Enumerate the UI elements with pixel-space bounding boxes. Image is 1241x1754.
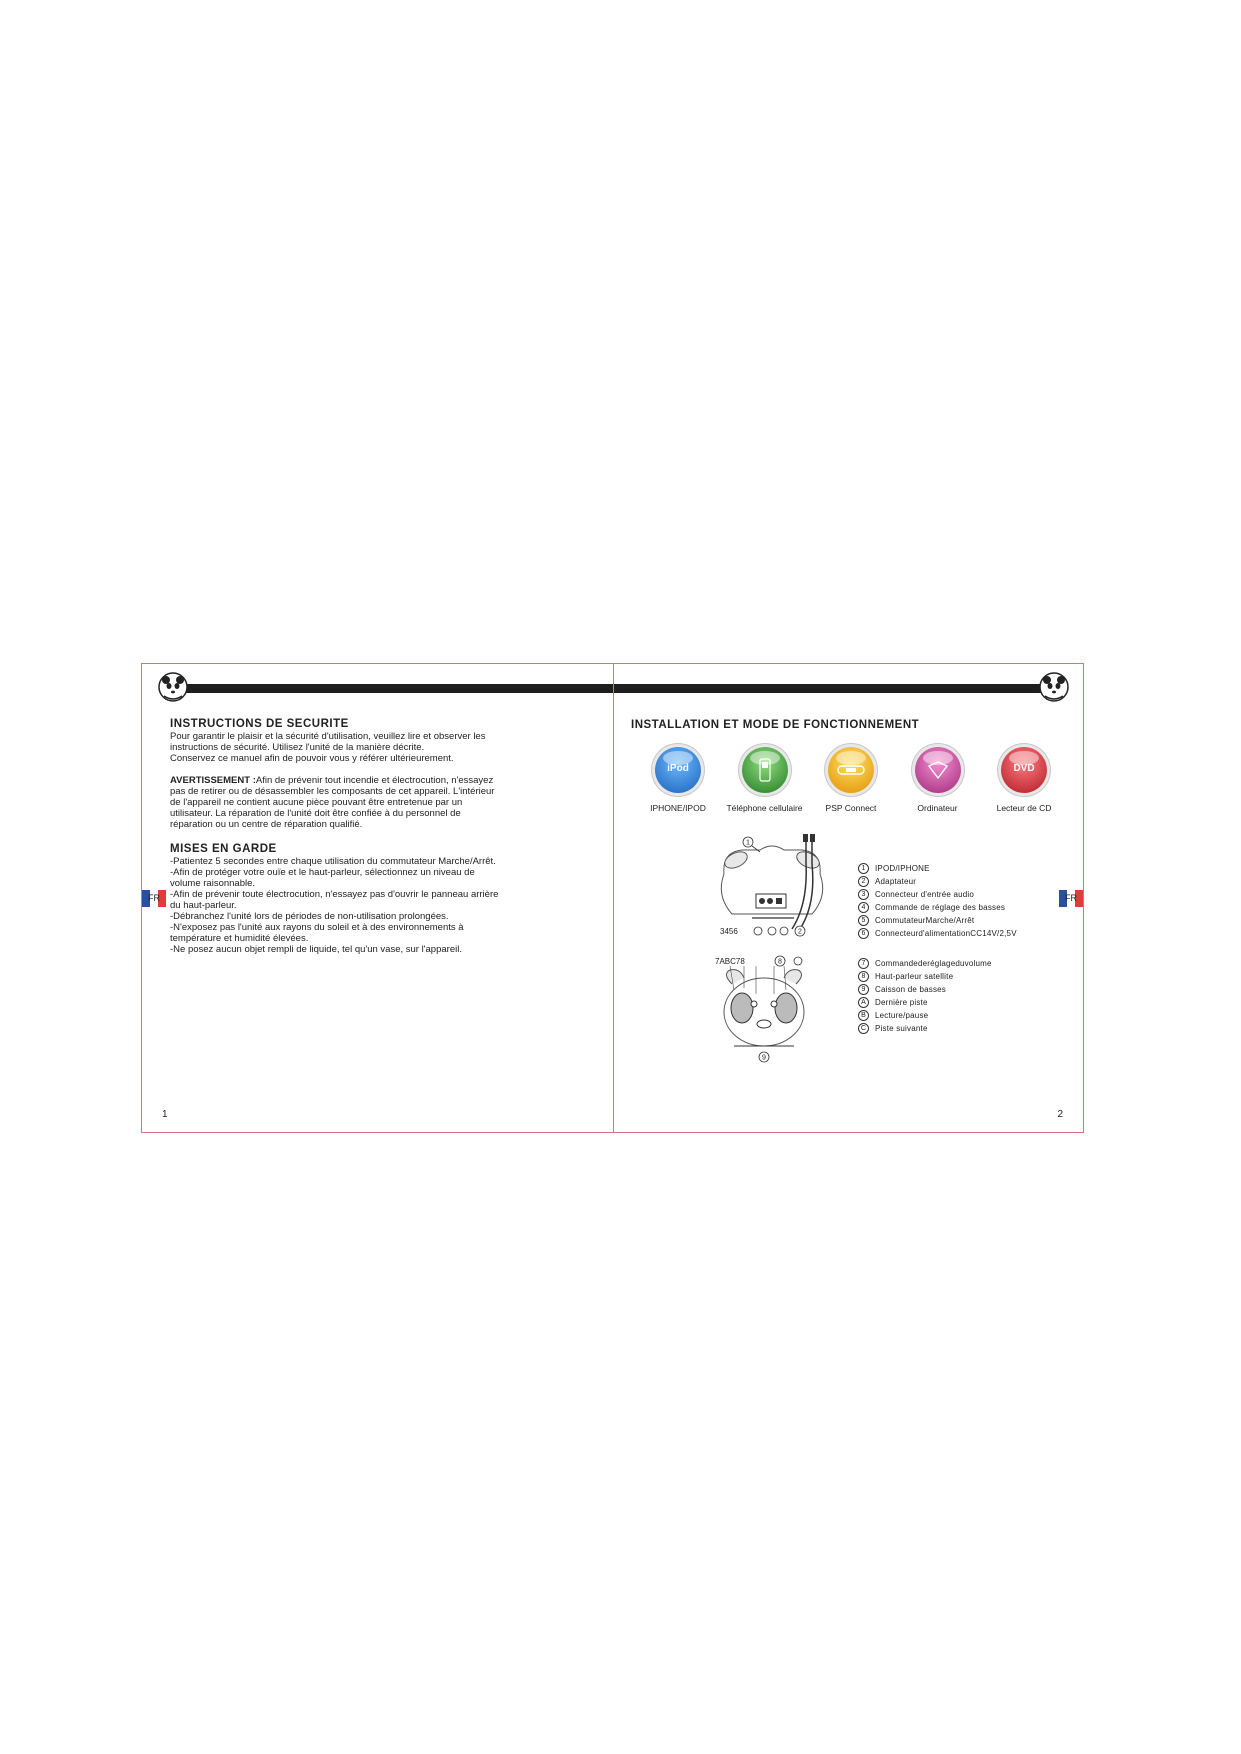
flag-label: FR xyxy=(1065,893,1077,903)
psp-icon xyxy=(828,747,874,793)
caution-line: -Patientez 5 secondes entre chaque utilisation du commutateur Marche/Arrêt. xyxy=(170,856,496,867)
caution-line: volume raisonnable. xyxy=(170,878,256,889)
safety-line: Conservez ce manuel afin de pouvoir vous y référer ultérieurement. xyxy=(170,753,454,764)
device-label: IPHONE/IPOD xyxy=(650,803,706,813)
left-page xyxy=(141,663,614,1133)
callout-label: 7ABC78 xyxy=(715,957,745,966)
callout-label: 1 xyxy=(746,839,750,847)
warning-line: AVERTISSEMENT :Afin de prévenir tout incendie et électrocution, n'essayez xyxy=(170,775,494,786)
device-item-psp xyxy=(809,747,893,813)
callout-label: 9 xyxy=(762,1054,766,1062)
legend-row: 9 Caisson de basses xyxy=(858,983,992,996)
legend-row: 5 CommutateurMarche/Arrêt xyxy=(858,914,1017,927)
legend-row: 4 Commande de réglage des basses xyxy=(858,901,1017,914)
dvd-icon: DVD xyxy=(1001,747,1047,793)
device-icons xyxy=(636,747,1066,813)
warning-label: AVERTISSEMENT : xyxy=(170,775,256,786)
legend-row: 1 IPOD/IPHONE xyxy=(858,862,1017,875)
legend-bottom xyxy=(858,957,992,1035)
device-label: Ordinateur xyxy=(917,803,958,813)
device-item-phone xyxy=(723,747,807,813)
panda-logo-icon xyxy=(158,672,188,702)
callout-label: 8 xyxy=(778,958,782,966)
warning-line: utilisateur. La réparation de l'unité doit être confiée à du personnel de xyxy=(170,808,461,819)
device-label: Lecteur de CD xyxy=(996,803,1052,813)
callout-label: 2 xyxy=(798,928,802,936)
header-bar xyxy=(178,684,613,693)
legend-row: 6 Connecteurd'alimentationCC14V/2,5V xyxy=(858,927,1017,940)
callout-label: 3456 xyxy=(720,927,738,936)
caution-line: du haut-parleur. xyxy=(170,900,237,911)
legend-row: C Piste suivante xyxy=(858,1022,992,1035)
device-label: Téléphone cellulaire xyxy=(726,803,803,813)
cautions-title: MISES EN GARDE xyxy=(170,843,277,855)
legend-row: A Dernière piste xyxy=(858,996,992,1009)
french-flag xyxy=(142,890,166,907)
panda-logo-icon xyxy=(1039,672,1069,702)
installation-title: INSTALLATION ET MODE DE FONCTIONNEMENT xyxy=(631,719,920,731)
legend-row: 8 Haut-parleur satellite xyxy=(858,970,992,983)
legend-row: 2 Adaptateur xyxy=(858,875,1017,888)
device-item-ipod xyxy=(636,747,720,813)
device-label: PSP Connect xyxy=(825,803,877,813)
right-page xyxy=(613,663,1084,1133)
safety-title: INSTRUCTIONS DE SECURITE xyxy=(170,718,349,730)
phone-icon xyxy=(742,747,788,793)
caution-line: -N'exposez pas l'unité aux rayons du soleil et à des environnements à xyxy=(170,922,464,933)
ipod-icon: iPod xyxy=(655,747,701,793)
legend-top xyxy=(858,862,1017,940)
french-flag xyxy=(1059,890,1083,907)
speaker-front-diagram xyxy=(714,954,814,1064)
speaker-connection-diagram xyxy=(712,834,832,944)
legend-row: B Lecture/pause xyxy=(858,1009,992,1022)
warning-line: pas de retirer ou de désassembler les composants de cet appareil. L'intérieur xyxy=(170,786,495,797)
safety-line: instructions de sécurité. Utilisez l'unité de la manière décrite. xyxy=(170,742,425,753)
left-content xyxy=(170,718,550,955)
page-number: 1 xyxy=(162,1109,168,1120)
page-number: 2 xyxy=(1057,1109,1063,1120)
legend-row: 7 Commandederéglageduvolume xyxy=(858,957,992,970)
header-bar xyxy=(614,684,1047,693)
legend-row: 3 Connecteur d'entrée audio xyxy=(858,888,1017,901)
caution-line: -Ne posez aucun objet rempli de liquide, tel qu'un vase, sur l'appareil. xyxy=(170,944,462,955)
flag-label: FR xyxy=(148,893,160,903)
safety-line: Pour garantir le plaisir et la sécurité d'utilisation, veuillez lire et observer les xyxy=(170,731,486,742)
caution-line: -Débranchez l'unité lors de périodes de non-utilisation prolongées. xyxy=(170,911,449,922)
caution-line: -Afin de prévenir toute électrocution, n'essayez pas d'ouvrir le panneau arrière xyxy=(170,889,499,900)
warning-line: réparation ou un centre de réparation qualifié. xyxy=(170,819,363,830)
warning-line: de l'appareil ne contient aucune pièce pouvant être entretenue par un xyxy=(170,797,463,808)
caution-line: température et humidité élevées. xyxy=(170,933,309,944)
device-item-computer xyxy=(896,747,980,813)
device-item-dvd xyxy=(982,747,1066,813)
manual-spread xyxy=(141,663,1084,1135)
caution-line: -Afin de protéger votre ouïe et le haut-parleur, sélectionnez un niveau de xyxy=(170,867,475,878)
computer-icon xyxy=(915,747,961,793)
